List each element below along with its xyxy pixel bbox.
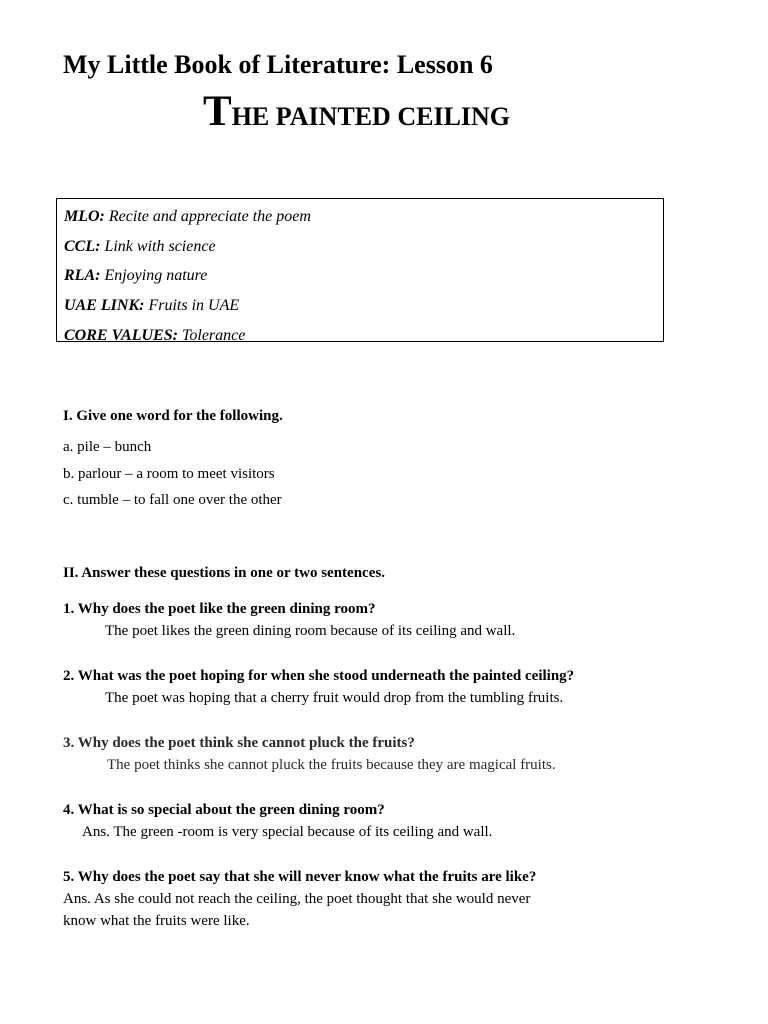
question-5: 5. Why does the poet say that she will never know what the fruits are like? bbox=[63, 869, 537, 885]
section-questions bbox=[63, 562, 574, 932]
question-2: 2. What was the poet hoping for when she stood underneath the painted ceiling? bbox=[63, 668, 575, 684]
info-value: Link with science bbox=[100, 237, 216, 255]
lesson-objectives-box bbox=[56, 198, 664, 342]
info-value: Enjoying nature bbox=[100, 267, 208, 285]
info-key: CCL: bbox=[64, 237, 101, 255]
answer-4: Ans. The green -room is very special because of its ceiling and wall. bbox=[82, 824, 493, 840]
answer-2: The poet was hoping that a cherry fruit would drop from the tumbling fruits. bbox=[105, 690, 564, 706]
answer-3: The poet thinks she cannot pluck the fruits because they are magical fruits. bbox=[107, 757, 556, 773]
section1-heading: I. Give one word for the following. bbox=[63, 408, 283, 424]
info-key: RLA: bbox=[64, 267, 101, 285]
info-value: Fruits in UAE bbox=[144, 297, 240, 315]
list-item: b. parlour – a room to meet visitors bbox=[63, 465, 275, 482]
poem-title bbox=[203, 90, 510, 133]
poem-title-initial: T bbox=[203, 88, 232, 135]
info-row-rla bbox=[64, 261, 663, 291]
section2-heading: II. Answer these questions in one or two sentences. bbox=[63, 565, 385, 581]
question-3: 3. Why does the poet think she cannot pluck the fruits? bbox=[63, 735, 415, 751]
question-1: 1. Why does the poet like the green dining room? bbox=[63, 601, 376, 617]
list-item: c. tumble – to fall one over the other bbox=[63, 492, 282, 508]
info-key: UAE LINK: bbox=[64, 297, 145, 315]
answer-1: The poet likes the green dining room because of its ceiling and wall. bbox=[105, 623, 516, 639]
info-value: Tolerance bbox=[177, 326, 246, 344]
section-one-word bbox=[63, 406, 283, 514]
info-row-ccl bbox=[64, 232, 663, 262]
info-row-mlo bbox=[64, 202, 663, 232]
info-key: CORE VALUES: bbox=[64, 326, 178, 344]
answer-5-line-2: know what the fruits were like. bbox=[63, 913, 250, 929]
answer-5-line-1: Ans. As she could not reach the ceiling, the poet thought that she would never bbox=[63, 891, 531, 907]
info-value: Recite and appreciate the poem bbox=[104, 208, 311, 225]
question-4: 4. What is so special about the green dining room? bbox=[63, 802, 385, 818]
poem-title-rest: HE PAINTED CEILING bbox=[231, 102, 511, 131]
info-row-core-values bbox=[64, 321, 663, 351]
info-key: MLO: bbox=[64, 208, 105, 225]
lesson-heading: My Little Book of Literature: Lesson 6 bbox=[63, 50, 493, 79]
list-item: a. pile – bunch bbox=[63, 439, 152, 455]
info-row-uae-link bbox=[64, 291, 663, 321]
